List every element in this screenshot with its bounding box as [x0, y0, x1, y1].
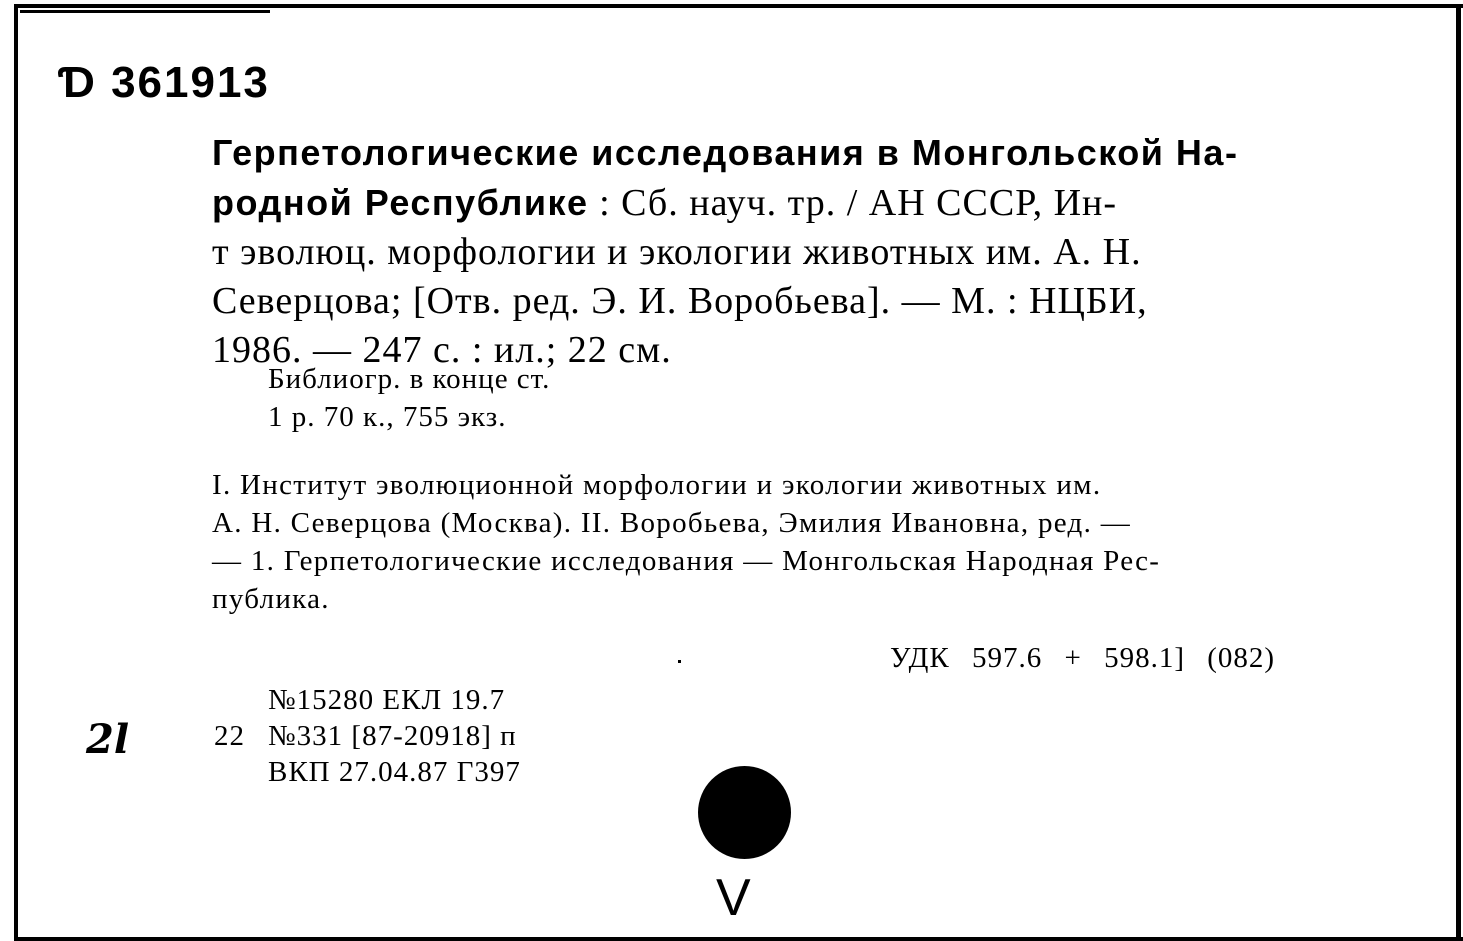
title-bold-part: родной Республике — [212, 182, 589, 223]
punch-hole — [698, 766, 791, 859]
note-price-print-run: 1 р. 70 к., 755 экз. — [268, 401, 507, 433]
title-line — [212, 277, 1377, 326]
tracings-block — [212, 466, 1372, 618]
title-line — [212, 228, 1377, 277]
title-line — [212, 128, 1377, 178]
card-border-left — [14, 4, 18, 941]
card-border-right — [1456, 4, 1461, 941]
tracing-line: I. Институт эволюционной морфологии и экологии животных им. — [212, 469, 1102, 501]
title-rest-part: Северцова; [Отв. ред. Э. И. Воробьева]. — М. : НЦБИ, — [212, 280, 1148, 322]
call-number: Ɗ 361913 — [58, 58, 270, 107]
udk-classification: УДК 597.6 + 598.1] (082) — [890, 642, 1276, 674]
control-text: ВКП 27.04.87 Г397 — [268, 756, 521, 788]
control-text: №15280 ЕКЛ 19.7 — [268, 684, 506, 716]
check-mark: V — [716, 869, 751, 927]
tracing-line: — 1. Герпетологические исследования — Монгольская Народная Рес- — [212, 545, 1161, 577]
control-line — [214, 682, 521, 718]
card-border-top — [14, 4, 1463, 8]
bibliographic-description — [212, 128, 1377, 375]
control-line — [214, 718, 521, 754]
control-numbers — [214, 682, 521, 790]
tracing-line: публика. — [212, 583, 330, 615]
title-bold-part: Герпетологические исследования в Монгольской На- — [212, 132, 1239, 173]
card-border-scratch — [20, 10, 270, 13]
notes-block — [268, 360, 550, 436]
handwritten-mark: 2l — [86, 716, 130, 763]
control-line — [214, 754, 521, 790]
control-text: №331 [87-20918] п — [268, 720, 517, 752]
note-bibliography: Библиогр. в конце ст. — [268, 363, 551, 395]
tracing-line: А. Н. Северцова (Москва). II. Воробьева, Эмилия Ивановна, ред. — — [212, 507, 1132, 539]
title-rest-part: т эволюц. морфологии и экологии животных им. А. Н. — [212, 231, 1142, 273]
title-rest-part: 1986. — 247 с. : ил.; 22 см. — [212, 329, 672, 371]
control-prefix: 22 — [214, 720, 245, 752]
ink-speck — [678, 660, 681, 663]
title-rest-part: : Сб. науч. тр. / АН СССР, Ин- — [588, 182, 1118, 224]
title-line — [212, 178, 1377, 228]
card-border-bottom — [14, 937, 1463, 941]
